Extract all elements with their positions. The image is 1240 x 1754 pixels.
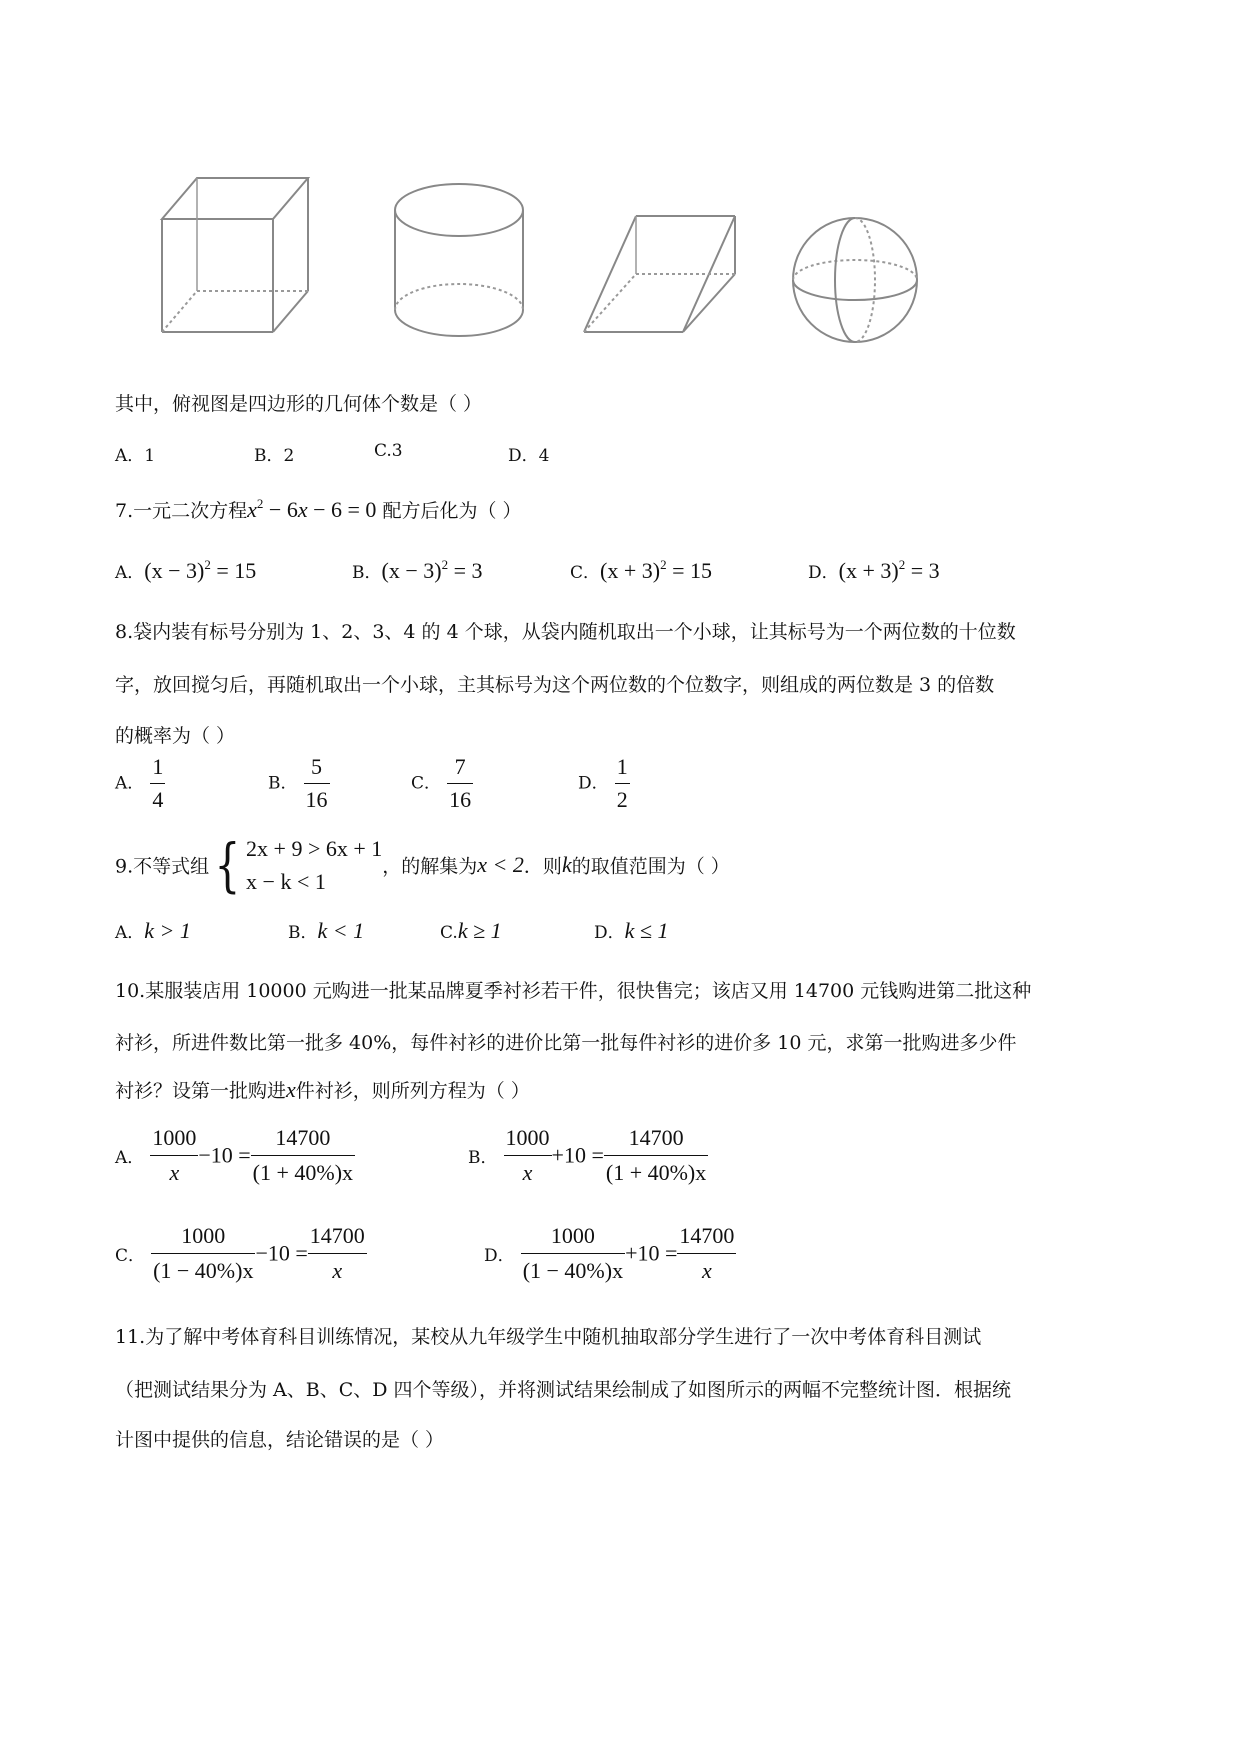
q7-stem: [115, 496, 522, 523]
q9-option-d[interactable]: D．k ≤ 1: [594, 918, 669, 943]
q7-prefix: 7.一元二次方程: [115, 500, 248, 522]
q11-line-1: 11.为了解中考体育科目训练情况，某校从九年级学生中随机抽取部分学生进行了一次中考体育科目测试: [115, 1326, 982, 1348]
q9-prefix: 9.不等式组: [115, 855, 210, 878]
q10-option-b[interactable]: B． $\frac{1000}{x}$ +10 = $\frac{14700}{(1 + 40\%)x}$: [468, 1122, 708, 1189]
q8-option-b[interactable]: B． $\frac{5}{16}$: [268, 754, 328, 812]
sphere-figure: [793, 218, 917, 342]
q9-system: 2x + 9 > 6x + 1 x − k < 1: [246, 836, 383, 894]
q9-option-a[interactable]: A．k > 1: [115, 918, 191, 943]
q6-option-d[interactable]: D．4: [508, 446, 550, 466]
q6-option-b[interactable]: B．2: [254, 446, 295, 466]
q7-option-a[interactable]: A．$(x - 3)^2 = 15$: [115, 557, 257, 583]
cylinder-figure: [395, 184, 523, 336]
q6-stem: 其中，俯视图是四边形的几何体个数是（ ）: [115, 393, 483, 415]
triangular-prism-figure: [584, 216, 735, 332]
q7-option-b[interactable]: B．$(x - 3)^2 = 3$: [352, 557, 483, 583]
geometry-figures: [0, 0, 1240, 360]
q7-option-c[interactable]: C．$(x + 3)^2 = 15$: [570, 557, 712, 583]
q9-option-b[interactable]: B．k < 1: [288, 918, 365, 943]
q10-option-d[interactable]: D． $\frac{1000}{(1 - 40\%)x}$ +10 = $\frac{14700}{x}$: [484, 1220, 736, 1287]
q9-suffix: 的取值范围为（ ）: [571, 855, 730, 878]
q8-line-2: 字，放回搅匀后，再随机取出一个小球，主其标号为这个两位数的个位数字，则组成的两位数是 3 的倍数: [115, 674, 995, 696]
q10-line-3: 衬衫？设第一批购进x件衬衫，则所列方程为（ ）: [115, 1077, 530, 1102]
q11-line-2: （把测试结果分为 A、B、C、D 四个等级），并将测试结果绘制成了如图所示的两幅不完整统计图．根据统: [115, 1379, 1012, 1401]
cube-figure: [162, 178, 308, 332]
q8-line-1: 8.袋内装有标号分别为 1、2、3、4 的 4 个球，从袋内随机取出一个小球，让其标号为一个两位数的十位数: [115, 621, 1016, 643]
q10-option-c[interactable]: C． $\frac{1000}{(1 - 40\%)x}$ −10 = $\frac{14700}{x}$: [115, 1220, 367, 1287]
q8-option-c[interactable]: C． $\frac{7}{16}$: [411, 754, 472, 812]
q9-brace: {: [214, 831, 241, 899]
q8-option-d[interactable]: D． $\frac{1}{2}$: [578, 754, 628, 812]
q9-mid: ，的解集为: [382, 855, 478, 878]
q7-option-d[interactable]: D．$(x + 3)^2 = 3$: [808, 557, 940, 583]
q7-suffix: 配方后化为（ ）: [382, 500, 522, 522]
q6-option-c[interactable]: C.3: [374, 441, 403, 461]
q9-stem: 9.不等式组{ 2x + 9 > 6x + 1 x − k < 1 ，的解集为x < 2．则k的取值范围为（ ）: [115, 831, 730, 899]
q11-line-3: 计图中提供的信息，结论错误的是（ ）: [115, 1429, 445, 1451]
q8-line-3: 的概率为（ ）: [115, 725, 236, 747]
q6-option-a[interactable]: A．1: [115, 446, 156, 466]
q10-line-1: 10.某服装店用 10000 元购进一批某品牌夏季衬衫若干件，很快售完；该店又用 14700 元钱购进第二批这种: [115, 980, 1032, 1002]
q9-k: k: [561, 852, 572, 877]
q9-solution: x < 2: [477, 852, 524, 877]
q10-option-a[interactable]: A． $\frac{1000}{x}$ −10 = $\frac{14700}{(1 + 40\%)x}$: [115, 1122, 355, 1189]
q10-line-2: 衬衫，所进件数比第一批多 40%，每件衬衫的进价比第一批每件衬衫的进价多 10 元，求第一批购进多少件: [115, 1032, 1017, 1054]
q9-option-c[interactable]: C.k ≥ 1: [440, 918, 502, 943]
q8-option-a[interactable]: A． $\frac{1}{4}$: [115, 754, 164, 812]
q7-equation: $x^2 - 6x - 6 = 0$: [247, 496, 377, 522]
